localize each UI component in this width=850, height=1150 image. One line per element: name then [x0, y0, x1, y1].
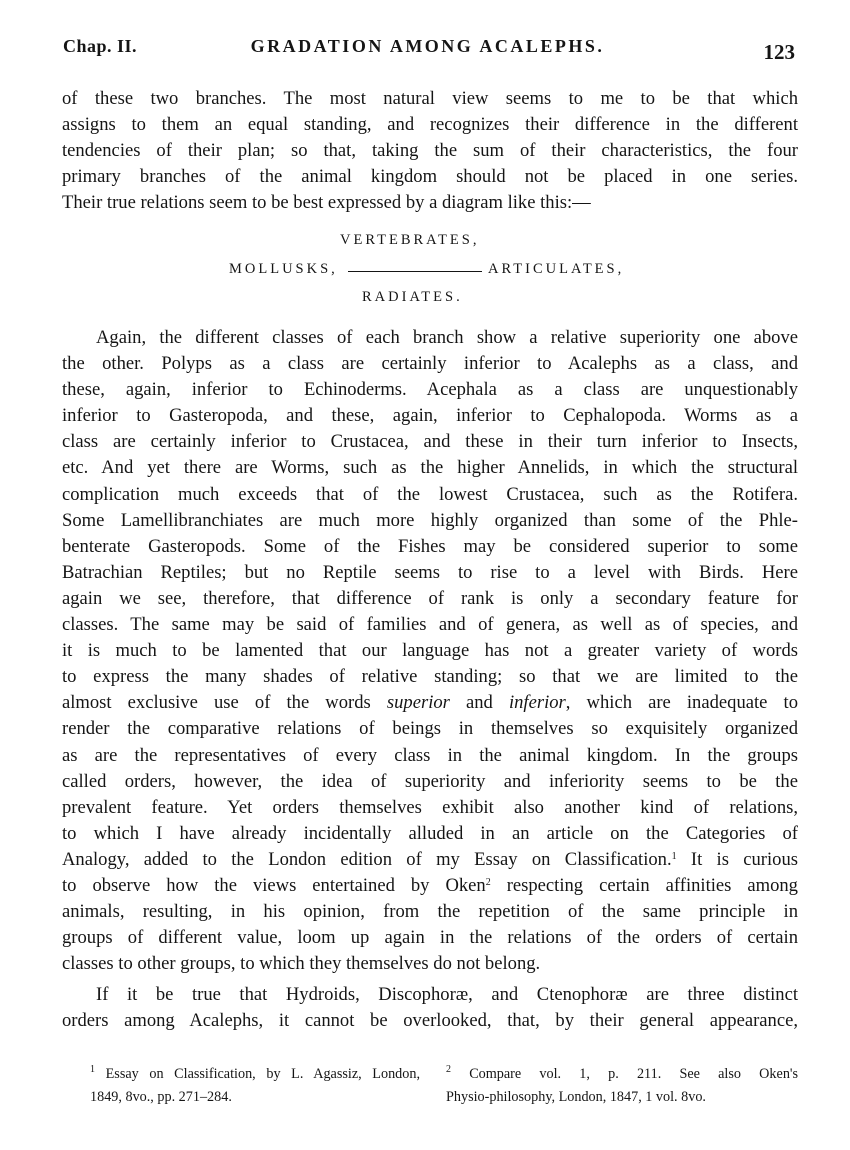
footnote-line	[90, 1063, 420, 1086]
footnote-marker: 1	[90, 1064, 95, 1075]
text-line: these, again, inferior to Echinoderms. Acephala as a class are unquestionably	[62, 379, 798, 401]
text-line: class are certainly inferior to Crustacea, and these in their turn inferior to Insects,	[62, 431, 798, 453]
text-fragment: and	[449, 692, 509, 714]
text-fragment: , which are inadequate to	[565, 692, 798, 714]
footnote-ref-2[interactable]: 2	[485, 876, 491, 888]
text-line: assigns to them an equal standing, and recognizes their difference in the different	[62, 114, 798, 136]
text-line: inferior to Gasteropoda, and these, again, inferior to Cephalopoda. Worms as a	[62, 405, 798, 427]
footnote-line: 1849, 8vo., pp. 271–284.	[90, 1089, 232, 1105]
text-fragment: Analogy, added to the London edition of my Essay on Classification.	[62, 848, 672, 870]
text-line	[62, 847, 798, 873]
text-line: classes to other groups, to which they themselves do not belong.	[62, 953, 541, 975]
text-line: groups of different value, loom up again in the relations of the orders of certain	[62, 927, 798, 949]
text-line: as are the representatives of every class in the animal kingdom. In the groups	[62, 744, 798, 766]
text-line: Batrachian Reptiles; but no Reptile seems to rise to a level with Birds. Here	[62, 561, 798, 583]
text-line: to express the many shades of relative standing; so that we are limited to the	[62, 666, 798, 688]
text-line	[62, 873, 798, 899]
footnote-line	[446, 1063, 798, 1086]
diagram-vertebrates: VERTEBRATES,	[340, 232, 480, 248]
paragraph-2	[62, 325, 798, 977]
footnote-line: Physio-philosophy, London, 1847, 1 vol. 8vo.	[446, 1089, 706, 1105]
text-line: benterate Gasteropods. Some of the Fishes may be considered superior to some	[62, 535, 798, 557]
running-head	[60, 36, 795, 66]
text-line: animals, resulting, in his opinion, from the repetition of the same principle in	[62, 901, 798, 923]
footnote-marker: 2	[446, 1064, 451, 1075]
text-line: Some Lamellibranchiates are much more highly organized than some of the Phle-	[62, 509, 798, 531]
text-fragment: almost exclusive use of the words	[62, 692, 387, 714]
text-line: of these two branches. The most natural view seems to me to be that which	[62, 88, 798, 109]
text-line: Again, the different classes of each branch show a relative superiority one above	[96, 327, 798, 348]
footnote-1	[90, 1063, 420, 1109]
text-line: called orders, however, the idea of superiority and inferiority seems to be the	[62, 770, 798, 792]
footnote-2	[446, 1063, 798, 1109]
text-line: render the comparative relations of beings in themselves so exquisitely organized	[62, 718, 798, 740]
text-line: Their true relations seem to be best expressed by a diagram like this:—	[62, 192, 591, 214]
footnote-ref-1[interactable]: 1	[671, 850, 677, 862]
footnote-text: Essay on Classification, by L. Agassiz, London,	[105, 1066, 420, 1082]
diagram-articulates: ARTICULATES,	[488, 261, 625, 277]
text-fragment: to observe how the views entertained by Oken	[62, 874, 486, 896]
text-line: prevalent feature. Yet orders themselves exhibit also another kind of relations,	[62, 796, 798, 818]
text-line: it is much to be lamented that our language has not a greater variety of words	[62, 640, 798, 662]
branches-diagram	[0, 232, 850, 312]
text-fragment: respecting certain affinities among	[490, 874, 798, 896]
page-number: 123	[763, 40, 795, 64]
footnote-text: Compare vol. 1, p. 211. See also Oken's	[469, 1066, 798, 1082]
chapter-label: Chap. II.	[63, 36, 138, 56]
text-line: the other. Polyps as a class are certainly inferior to Acalephs as a class, and	[62, 353, 798, 375]
diagram-radiates: RADIATES.	[362, 289, 463, 305]
paragraph-1	[62, 86, 798, 216]
text-line: orders among Acalephs, it cannot be overlooked, that, by their general appearance,	[62, 1010, 798, 1032]
text-line: complication much exceeds that of the lowest Crustacea, such as the Rotifera.	[62, 483, 798, 505]
diagram-connector-line	[348, 271, 482, 272]
text-line: primary branches of the animal kingdom should not be placed in one series.	[62, 166, 798, 188]
text-fragment: It is curious	[676, 848, 798, 870]
text-line: classes. The same may be said of families and of genera, as well as of species, and	[62, 614, 798, 636]
text-line: etc. And yet there are Worms, such as the higher Annelids, in which the structural	[62, 457, 798, 479]
running-title: GRADATION AMONG ACALEPHS.	[250, 36, 605, 56]
italic-word-superior: superior	[386, 692, 450, 714]
text-line: If it be true that Hydroids, Discophoræ, and Ctenophoræ are three distinct	[96, 984, 798, 1005]
text-line: again we see, therefore, that difference of rank is only a secondary feature for	[62, 587, 798, 609]
text-line	[62, 690, 798, 716]
diagram-mollusks: MOLLUSKS,	[229, 261, 338, 277]
italic-word-inferior: inferior	[508, 692, 566, 714]
text-line: tendencies of their plan; so that, taking the sum of their characteristics, the four	[62, 140, 798, 162]
text-line: to which I have already incidentally alluded in an article on the Categories of	[62, 822, 798, 844]
paragraph-3	[62, 982, 798, 1034]
